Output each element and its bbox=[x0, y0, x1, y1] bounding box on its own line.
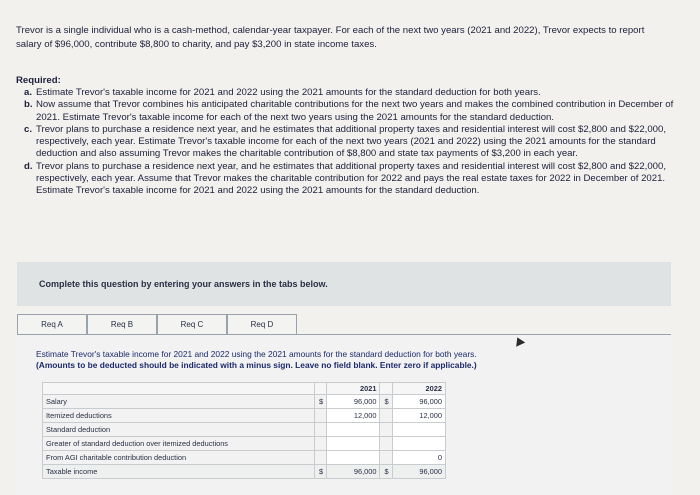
instructions-line-1: Estimate Trevor's taxable income for 2021 and 2022 using the 2021 amounts for the standard deduction for both years. bbox=[36, 349, 477, 359]
currency-symbol bbox=[315, 409, 327, 423]
requirements-list bbox=[24, 87, 674, 198]
input-2021-salary[interactable]: 96,000 bbox=[327, 395, 380, 409]
requirement-item bbox=[24, 99, 674, 124]
complete-instructions-text: Complete this question by entering your answers in the tabs below. bbox=[39, 279, 328, 289]
value-2022-taxable: 96,000 bbox=[392, 465, 445, 479]
table-row bbox=[43, 409, 446, 423]
requirement-text: Now assume that Trevor combines his anticipated charitable contributions for the next two years and makes the combined contribution in December of 2021. Estimate Trevor's taxable income for each of the next two years using the 2021 amounts for the standard deduction. bbox=[36, 99, 674, 123]
requirement-item bbox=[24, 161, 674, 198]
currency-symbol: $ bbox=[380, 465, 392, 479]
row-label: Standard deduction bbox=[43, 423, 315, 437]
tab-req-d[interactable]: Req D bbox=[227, 314, 297, 334]
table-header-row bbox=[43, 383, 446, 395]
row-label: Taxable income bbox=[43, 465, 315, 479]
header-sym bbox=[315, 383, 327, 395]
currency-symbol bbox=[315, 437, 327, 451]
input-2022-salary[interactable]: 96,000 bbox=[392, 395, 445, 409]
header-blank bbox=[43, 383, 315, 395]
requirement-text: Estimate Trevor's taxable income for 2021 and 2022 using the 2021 amounts for the standard deduction for both years. bbox=[36, 87, 541, 98]
problem-intro: Trevor is a single individual who is a cash-method, calendar-year taxpayer. For each of the next two years (2021 and 2022), Trevor expects to report salary of $96,000, contribute $8,800 to charity, and pay $3,200 in state income taxes. bbox=[16, 25, 645, 50]
input-2022-charitable[interactable]: 0 bbox=[392, 451, 445, 465]
input-2021-itemized[interactable]: 12,000 bbox=[327, 409, 380, 423]
table-row bbox=[43, 395, 446, 409]
currency-symbol bbox=[380, 409, 392, 423]
tab-req-c[interactable]: Req C bbox=[157, 314, 227, 334]
complete-instructions-bar bbox=[17, 262, 671, 306]
input-2021-greater[interactable] bbox=[327, 437, 380, 451]
requirement-text: Trevor plans to purchase a residence next year, and he estimates that additional property taxes and residential interest will cost $2,800 and $22,000, respectively, each year. Estimate Trevor's taxable income for each of the next two years (2021 and 2022) using the 2021 amounts for the standard deduction and also assuming Trevor makes the charitable contribution of $8,800 and state tax payments of $3,200 in each year. bbox=[36, 123, 667, 160]
input-2022-greater[interactable] bbox=[392, 437, 445, 451]
input-2021-charitable[interactable] bbox=[327, 451, 380, 465]
row-label: From AGI charitable contribution deduction bbox=[43, 451, 315, 465]
currency-symbol bbox=[380, 423, 392, 437]
instructions-line-2: (Amounts to be deducted should be indicated with a minus sign. Leave no field blank. Enter zero if applicable.) bbox=[36, 360, 477, 370]
table-row bbox=[43, 451, 446, 465]
panel-instructions bbox=[36, 349, 656, 371]
currency-symbol bbox=[380, 437, 392, 451]
currency-symbol: $ bbox=[380, 395, 392, 409]
requirement-letter: b. bbox=[24, 99, 33, 111]
requirement-text: Trevor plans to purchase a residence next year, and he estimates that additional property taxes and residential interest will cost $2,800 and $22,000, respectively, each year. Assume that Trevor makes the charitable contribution for 2022 and pays the real estate taxes for 2022 in December of 2021. Estimate Trevor's taxable income for 2021 and 2022 using the 2021 amounts for the standard deduction. bbox=[36, 160, 667, 197]
answer-table bbox=[42, 382, 446, 479]
requirement-item bbox=[24, 87, 674, 99]
header-2022: 2022 bbox=[392, 383, 445, 395]
input-2022-standard[interactable] bbox=[392, 423, 445, 437]
requirement-tabs bbox=[17, 314, 671, 336]
currency-symbol bbox=[315, 451, 327, 465]
currency-symbol: $ bbox=[315, 465, 327, 479]
requirement-letter: c. bbox=[24, 123, 33, 135]
input-2021-standard[interactable] bbox=[327, 423, 380, 437]
requirement-letter: a. bbox=[24, 87, 33, 98]
header-sym bbox=[380, 383, 392, 395]
table-row bbox=[43, 437, 446, 451]
tab-req-b[interactable]: Req B bbox=[87, 314, 157, 334]
table-row bbox=[43, 423, 446, 437]
currency-symbol: $ bbox=[315, 395, 327, 409]
required-label: Required: bbox=[16, 75, 61, 86]
currency-symbol bbox=[380, 451, 392, 465]
value-2021-taxable: 96,000 bbox=[327, 465, 380, 479]
row-label: Itemized deductions bbox=[43, 409, 315, 423]
row-label: Greater of standard deduction over itemized deductions bbox=[43, 437, 315, 451]
table-row bbox=[43, 465, 446, 479]
currency-symbol bbox=[315, 423, 327, 437]
requirement-item bbox=[24, 124, 674, 161]
row-label: Salary bbox=[43, 395, 315, 409]
tab-req-a[interactable]: Req A bbox=[17, 314, 87, 334]
input-2022-itemized[interactable]: 12,000 bbox=[392, 409, 445, 423]
requirement-letter: d. bbox=[24, 160, 33, 172]
header-2021: 2021 bbox=[327, 383, 380, 395]
